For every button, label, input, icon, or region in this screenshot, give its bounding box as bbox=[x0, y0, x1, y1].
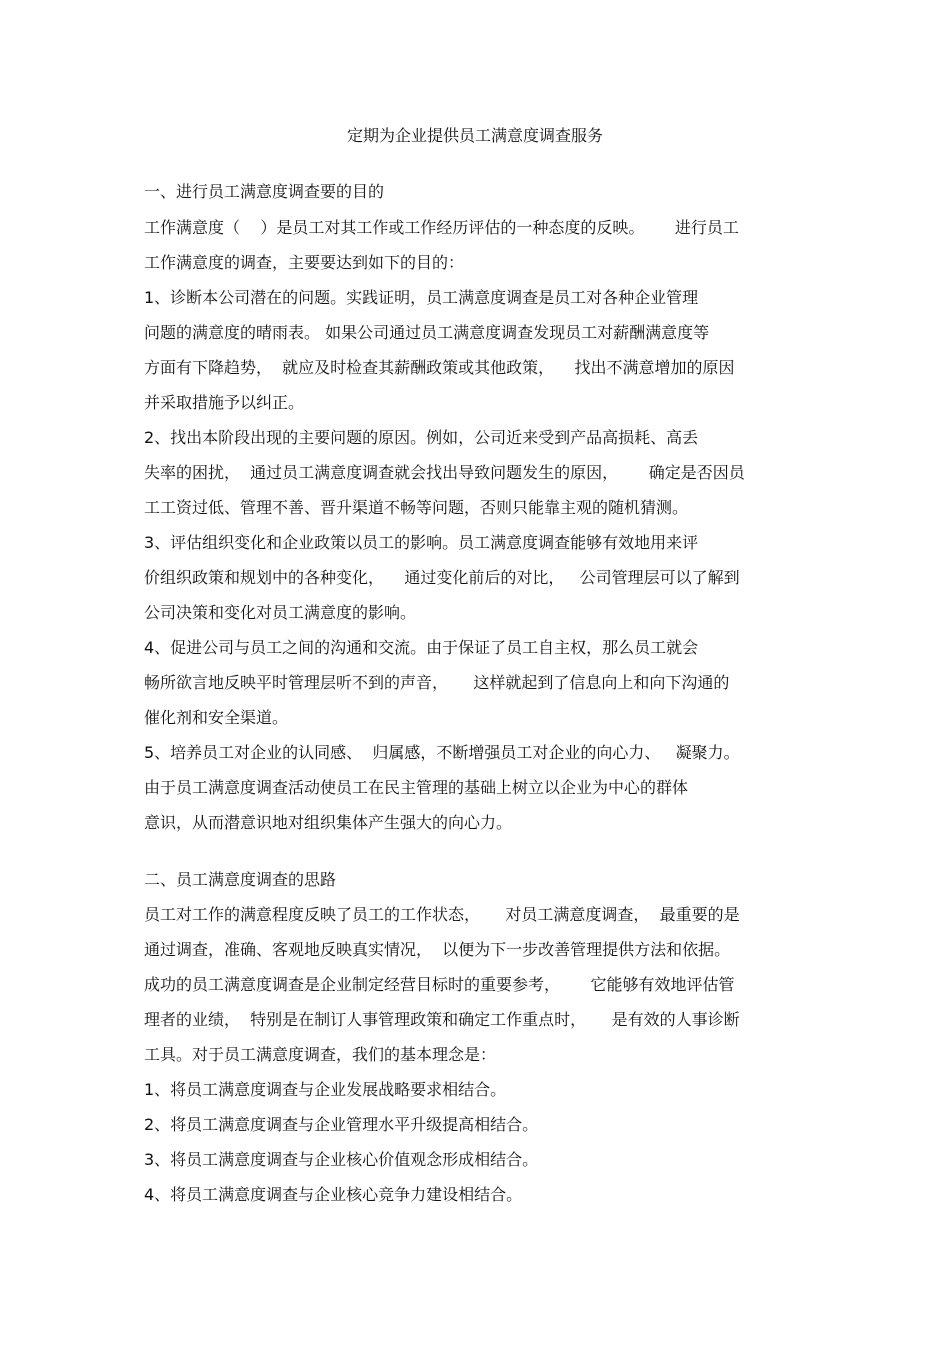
s1-item-3-line-3: 公司决策和变化对员工满意度的影响。 bbox=[144, 603, 417, 622]
s2-item-2: 2、将员工满意度调查与企业管理水平升级提高相结合。 bbox=[144, 1115, 539, 1134]
section-2-intro-line-5: 工具。对于员工满意度调查，我们的基本理念是： bbox=[144, 1045, 497, 1064]
section-2-intro-line-1: 员工对工作的满意程度反映了员工的工作状态， 对员工满意度调查， 最重要的是 bbox=[144, 905, 740, 924]
s1-item-4-line-3: 催化剂和安全渠道。 bbox=[144, 708, 289, 727]
section-1-intro-line-1: 工作满意度（ ）是员工对其工作或工作经历评估的一种态度的反映。 进行员工 bbox=[144, 218, 739, 237]
s2-item-3: 3、将员工满意度调查与企业核心价值观念形成相结合。 bbox=[144, 1150, 539, 1169]
section-2-intro-line-2: 通过调查，准确、客观地反映真实情况， 以便为下一步改善管理提供方法和依据。 bbox=[144, 940, 731, 959]
s1-item-2-line-1: 2、找出本阶段出现的主要问题的原因。例如，公司近来受到产品高损耗、高丢 bbox=[144, 428, 699, 447]
s1-item-3-line-2: 价组织政策和规划中的各种变化， 通过变化前后的对比， 公司管理层可以了解到 bbox=[144, 568, 740, 587]
s1-item-4-line-1: 4、促进公司与员工之间的沟通和交流。由于保证了员工自主权，那么员工就会 bbox=[144, 638, 699, 657]
s1-item-3-line-1: 3、评估组织变化和企业政策以员工的影响。员工满意度调查能够有效地用来评 bbox=[144, 533, 699, 552]
s1-item-1-line-1: 1、诊断本公司潜在的问题。实践证明，员工满意度调查是员工对各种企业管理 bbox=[144, 288, 699, 307]
section-2-heading: 二、员工满意度调查的思路 bbox=[144, 870, 337, 889]
page-title: 定期为企业提供员工满意度调查服务 bbox=[346, 126, 603, 145]
s1-item-2-line-3: 工工资过低、管理不善、晋升渠道不畅等问题，否则只能靠主观的随机猜测。 bbox=[144, 498, 689, 517]
s1-item-1-line-2: 问题的满意度的晴雨表。 如果公司通过员工满意度调查发现员工对薪酬满意度等 bbox=[144, 323, 710, 342]
section-2-intro-line-3: 成功的员工满意度调查是企业制定经营目标时的重要参考， 它能够有效地评估管 bbox=[144, 975, 735, 994]
section-1-intro-line-2: 工作满意度的调查，主要要达到如下的目的： bbox=[144, 253, 465, 272]
section-1-heading: 一、进行员工满意度调查要的目的 bbox=[144, 182, 385, 201]
section-2-intro-line-4: 理者的业绩， 特别是在制订人事管理政策和确定工作重点时， 是有效的人事诊断 bbox=[144, 1010, 740, 1029]
s2-item-1: 1、将员工满意度调查与企业发展战略要求相结合。 bbox=[144, 1080, 507, 1099]
s1-item-1-line-3: 方面有下降趋势， 就应及时检查其薪酬政策或其他政策， 找出不满意增加的原因 bbox=[144, 358, 735, 377]
s1-item-2-line-2: 失率的困扰， 通过员工满意度调查就会找出导致问题发生的原因， 确定是否因员 bbox=[144, 463, 745, 482]
s1-item-4-line-2: 畅所欲言地反映平时管理层听不到的声音， 这样就起到了信息向上和向下沟通的 bbox=[144, 673, 730, 692]
s1-item-5-line-1: 5、培养员工对企业的认同感、 归属感，不断增强员工对企业的向心力、 凝聚力。 bbox=[144, 743, 740, 762]
s1-item-5-line-3: 意识，从而潜意识地对组织集体产生强大的向心力。 bbox=[144, 813, 513, 832]
s1-item-5-line-2: 由于员工满意度调查活动使员工在民主管理的基础上树立以企业为中心的群体 bbox=[144, 778, 689, 797]
s1-item-1-line-4: 并采取措施予以纠正。 bbox=[144, 393, 305, 412]
s2-item-4: 4、将员工满意度调查与企业核心竞争力建设相结合。 bbox=[144, 1185, 523, 1204]
